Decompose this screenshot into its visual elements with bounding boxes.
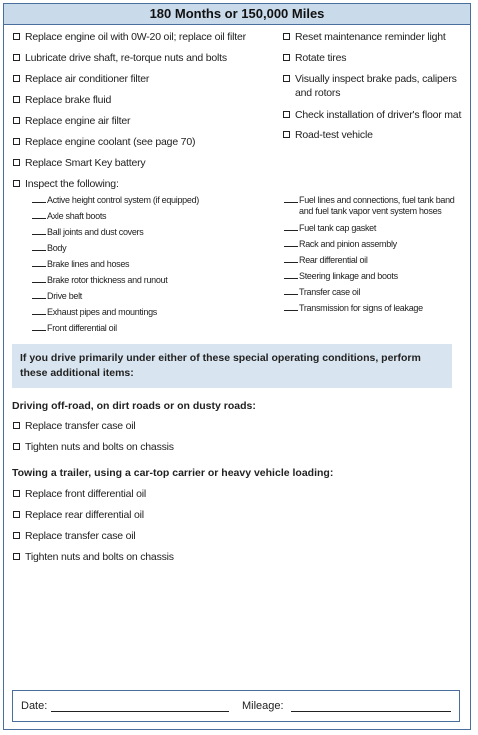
checkbox-icon[interactable]	[13, 180, 20, 187]
date-label: Date:	[21, 700, 48, 712]
inspect-item[interactable]: Steering linkage and boots	[284, 270, 398, 282]
checklist-item[interactable]: Tighten nuts and bolts on chassis	[13, 551, 174, 564]
checklist-item[interactable]: Inspect the following:	[13, 178, 119, 191]
checkbox-icon[interactable]	[13, 159, 20, 166]
inspect-item[interactable]: Active height control system (if equipped)	[32, 194, 199, 206]
checklist-item[interactable]: Replace engine air filter	[13, 115, 130, 128]
checklist-item[interactable]: Road-test vehicle	[283, 129, 373, 142]
blank-line[interactable]	[32, 290, 46, 299]
checklist-item[interactable]: Check installation of driver's floor mat	[283, 109, 461, 122]
checkbox-icon[interactable]	[13, 138, 20, 145]
inspect-item[interactable]: Ball joints and dust covers	[32, 226, 143, 238]
checklist-item[interactable]: Lubricate drive shaft, re-torque nuts and bolts	[13, 52, 227, 65]
inspect-item[interactable]: Fuel tank cap gasket	[284, 222, 376, 234]
inspect-item-continued: and fuel tank vapor vent system hoses	[299, 206, 442, 216]
offroad-heading: Driving off-road, on dirt roads or on dusty roads:	[12, 400, 256, 412]
checkbox-icon[interactable]	[283, 75, 290, 82]
blank-line[interactable]	[32, 322, 46, 331]
blank-line[interactable]	[284, 238, 298, 247]
inspect-item[interactable]: Transmission for signs of leakage	[284, 302, 423, 314]
mileage-field[interactable]	[291, 711, 451, 712]
inspect-item[interactable]: Fuel lines and connections, fuel tank band	[284, 194, 455, 206]
date-field[interactable]	[51, 711, 229, 712]
inspect-item[interactable]: Rear differential oil	[284, 254, 368, 266]
blank-line[interactable]	[32, 306, 46, 315]
checklist-item[interactable]: Visually inspect brake pads, calipers	[283, 73, 457, 86]
special-conditions-note: If you drive primarily under either of these special operating conditions, perform these additional items:	[12, 344, 452, 388]
blank-line[interactable]	[284, 286, 298, 295]
blank-line[interactable]	[32, 210, 46, 219]
inspect-item[interactable]: Brake rotor thickness and runout	[32, 274, 167, 286]
checklist-item[interactable]: Replace engine oil with 0W-20 oil; replace oil filter	[13, 31, 246, 44]
blank-line[interactable]	[32, 194, 46, 203]
checkbox-icon[interactable]	[13, 54, 20, 61]
blank-line[interactable]	[284, 302, 298, 311]
checklist-item[interactable]: Replace transfer case oil	[13, 530, 136, 543]
blank-line[interactable]	[32, 258, 46, 267]
checklist-item[interactable]: Rotate tires	[283, 52, 346, 65]
blank-line[interactable]	[284, 254, 298, 263]
checklist-item[interactable]: Replace rear differential oil	[13, 509, 144, 522]
checklist-item[interactable]: Tighten nuts and bolts on chassis	[13, 441, 174, 454]
checklist-item-continued: and rotors	[295, 87, 341, 99]
checklist-item[interactable]: Replace engine coolant (see page 70)	[13, 136, 195, 149]
checkbox-icon[interactable]	[283, 54, 290, 61]
inspect-item[interactable]: Drive belt	[32, 290, 82, 302]
inspect-item[interactable]: Brake lines and hoses	[32, 258, 129, 270]
blank-line[interactable]	[284, 194, 298, 203]
checklist-item[interactable]: Replace transfer case oil	[13, 420, 136, 433]
blank-line[interactable]	[284, 222, 298, 231]
inspect-item[interactable]: Rack and pinion assembly	[284, 238, 397, 250]
checkbox-icon[interactable]	[13, 117, 20, 124]
inspect-item[interactable]: Exhaust pipes and mountings	[32, 306, 157, 318]
inspect-item[interactable]: Axle shaft boots	[32, 210, 106, 222]
checkbox-icon[interactable]	[13, 422, 20, 429]
inspect-item[interactable]: Body	[32, 242, 66, 254]
mileage-label: Mileage:	[242, 700, 284, 712]
blank-line[interactable]	[32, 274, 46, 283]
checklist-item[interactable]: Reset maintenance reminder light	[283, 31, 446, 44]
checklist-item[interactable]: Replace brake fluid	[13, 94, 111, 107]
checkbox-icon[interactable]	[13, 511, 20, 518]
checkbox-icon[interactable]	[13, 75, 20, 82]
maintenance-card	[3, 3, 471, 730]
checkbox-icon[interactable]	[13, 532, 20, 539]
checkbox-icon[interactable]	[283, 111, 290, 118]
checkbox-icon[interactable]	[283, 33, 290, 40]
blank-line[interactable]	[32, 226, 46, 235]
date-mileage-footer	[12, 690, 460, 722]
checklist-item[interactable]: Replace Smart Key battery	[13, 157, 145, 170]
blank-line[interactable]	[284, 270, 298, 279]
checkbox-icon[interactable]	[283, 131, 290, 138]
checkbox-icon[interactable]	[13, 33, 20, 40]
checkbox-icon[interactable]	[13, 443, 20, 450]
checklist-item[interactable]: Replace front differential oil	[13, 488, 146, 501]
checkbox-icon[interactable]	[13, 96, 20, 103]
checkbox-icon[interactable]	[13, 490, 20, 497]
towing-heading: Towing a trailer, using a car-top carrier or heavy vehicle loading:	[12, 467, 334, 479]
checklist-item[interactable]: Replace air conditioner filter	[13, 73, 149, 86]
checkbox-icon[interactable]	[13, 553, 20, 560]
blank-line[interactable]	[32, 242, 46, 251]
page-title: 180 Months or 150,000 Miles	[4, 4, 470, 25]
inspect-item[interactable]: Front differential oil	[32, 322, 117, 334]
inspect-item[interactable]: Transfer case oil	[284, 286, 360, 298]
